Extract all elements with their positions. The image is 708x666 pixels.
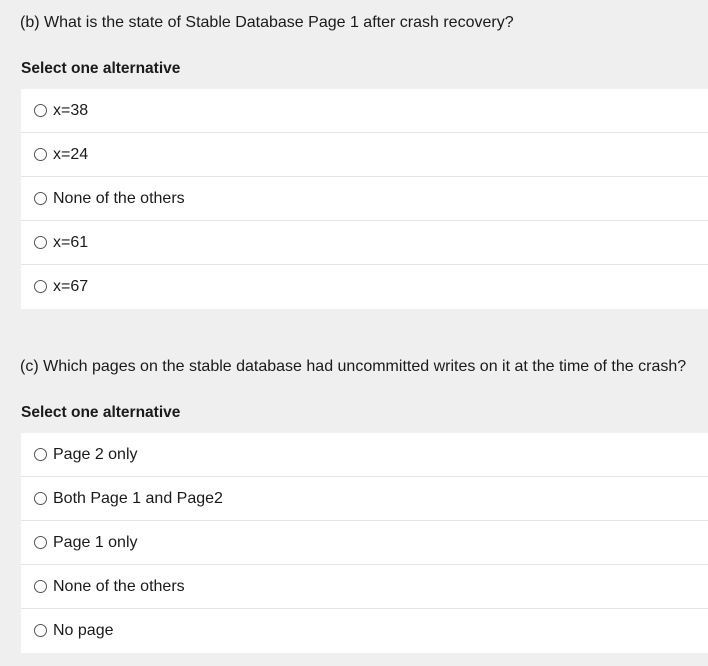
option-label: None of the others	[53, 578, 185, 595]
radio-button[interactable]	[34, 624, 47, 637]
option-label: x=24	[53, 146, 89, 163]
radio-button[interactable]	[34, 236, 47, 249]
option-label: Page 2 only	[53, 446, 138, 463]
question-b-option-4[interactable]	[21, 221, 708, 265]
option-label: x=67	[53, 278, 89, 295]
question-b-options	[21, 89, 708, 309]
radio-button[interactable]	[34, 104, 47, 117]
question-c-option-5[interactable]	[21, 609, 708, 653]
option-label: x=38	[53, 102, 89, 119]
question-b-option-1[interactable]	[21, 89, 708, 133]
question-c-text: (c) Which pages on the stable database had uncommitted writes on it at the time of the crash?	[20, 358, 687, 375]
radio-button[interactable]	[34, 280, 47, 293]
option-label: Page 1 only	[53, 534, 138, 551]
question-c-option-3[interactable]	[21, 521, 708, 565]
question-c-option-2[interactable]	[21, 477, 708, 521]
question-c-select-label: Select one alternative	[21, 404, 181, 421]
option-label: x=61	[53, 234, 89, 251]
question-b-option-5[interactable]	[21, 265, 708, 309]
option-label: None of the others	[53, 190, 185, 207]
radio-button[interactable]	[34, 192, 47, 205]
question-b-text: (b) What is the state of Stable Database Page 1 after crash recovery?	[20, 14, 514, 31]
question-b-select-label: Select one alternative	[21, 60, 181, 77]
radio-button[interactable]	[34, 492, 47, 505]
radio-button[interactable]	[34, 448, 47, 461]
radio-button[interactable]	[34, 580, 47, 593]
question-c-options	[21, 433, 708, 653]
question-b-option-3[interactable]	[21, 177, 708, 221]
radio-button[interactable]	[34, 148, 47, 161]
question-c-option-4[interactable]	[21, 565, 708, 609]
radio-button[interactable]	[34, 536, 47, 549]
question-c-option-1[interactable]	[21, 433, 708, 477]
option-label: Both Page 1 and Page2	[53, 490, 223, 507]
option-label: No page	[53, 622, 114, 639]
question-b-option-2[interactable]	[21, 133, 708, 177]
